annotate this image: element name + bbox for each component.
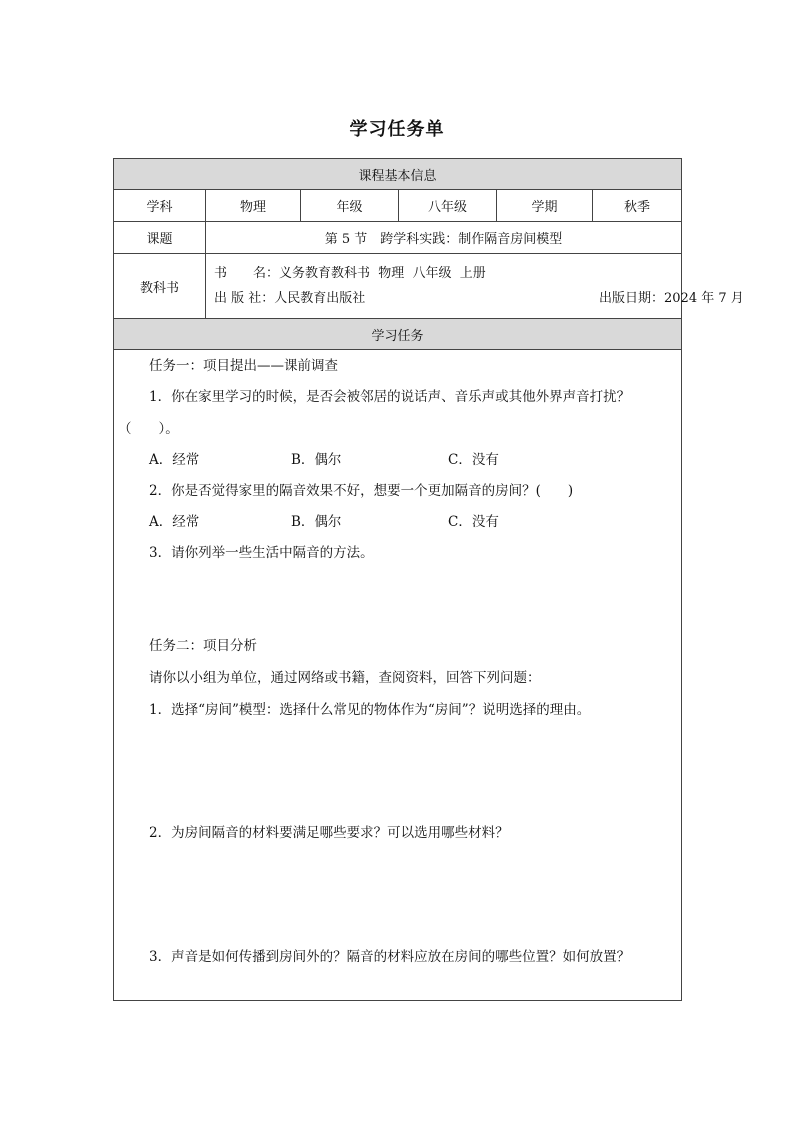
pubdate-text: 出版日期：2024 年 7 月 xyxy=(599,291,744,306)
task2-q2: 2．为房间隔音的材料要满足哪些要求？可以选用哪些材料？ xyxy=(149,825,509,841)
grade-value: 八年级 xyxy=(399,190,497,222)
term-value: 秋季 xyxy=(593,190,682,222)
subject-label: 学科 xyxy=(114,190,206,222)
q2-option-b: B．偶尔 xyxy=(291,514,342,530)
q2-text: 2．你是否觉得家里的隔音效果不好，想要一个更加隔音的房间？( ) xyxy=(149,483,574,499)
q1-line1: 1．你在家里学习的时候，是否会被邻居的说话声、音乐声或其他外界声音打扰？ xyxy=(149,389,631,405)
q2-option-c: C．没有 xyxy=(448,514,499,530)
tasks-header: 学习任务 xyxy=(114,319,682,350)
task2-title: 任务二：项目分析 xyxy=(149,638,257,654)
q1-option-b: B．偶尔 xyxy=(291,452,342,468)
textbook-row xyxy=(114,254,682,319)
textbook-label: 教科书 xyxy=(114,254,206,319)
task2-q1: 1．选择“房间”模型：选择什么常见的物体作为“房间”？说明选择的理由。 xyxy=(149,702,591,718)
grade-label: 年级 xyxy=(301,190,399,222)
term-label: 学期 xyxy=(497,190,593,222)
task2-intro: 请你以小组为单位，通过网络或书籍，查阅资料，回答下列问题： xyxy=(149,670,541,686)
q1-option-a: A．经常 xyxy=(149,452,200,468)
q3-text: 3．请你列举一些生活中隔音的方法。 xyxy=(149,545,374,561)
document-title: 学习任务单 xyxy=(349,119,445,140)
subject-value: 物理 xyxy=(206,190,301,222)
subject-row xyxy=(114,190,682,222)
q1-line2: （ ）。 xyxy=(118,421,179,437)
task1-title: 任务一：项目提出——课前调查 xyxy=(149,358,338,374)
tasks-header-row xyxy=(114,319,682,350)
topic-value: 第 5 节 跨学科实践：制作隔音房间模型 xyxy=(206,222,682,254)
q2-option-a: A．经常 xyxy=(149,514,200,530)
book-name-line: 书 名：义务教育教科书 物理 八年级 上册 xyxy=(214,266,486,281)
basic-info-header: 课程基本信息 xyxy=(114,159,682,190)
topic-row xyxy=(114,222,682,254)
q1-option-c: C．没有 xyxy=(448,452,499,468)
task-sheet-table xyxy=(113,158,744,1001)
basic-info-header-row xyxy=(114,159,682,190)
tasks-body-row xyxy=(114,350,682,1001)
publisher-text: 出 版 社：人民教育出版社 xyxy=(214,291,366,306)
topic-label: 课题 xyxy=(114,222,206,254)
textbook-info xyxy=(206,254,744,319)
tasks-body xyxy=(114,350,682,1001)
publisher-line xyxy=(214,286,744,311)
task2-q3: 3．声音是如何传播到房间外的？隔音的材料应放在房间的哪些位置？如何放置？ xyxy=(149,949,631,965)
